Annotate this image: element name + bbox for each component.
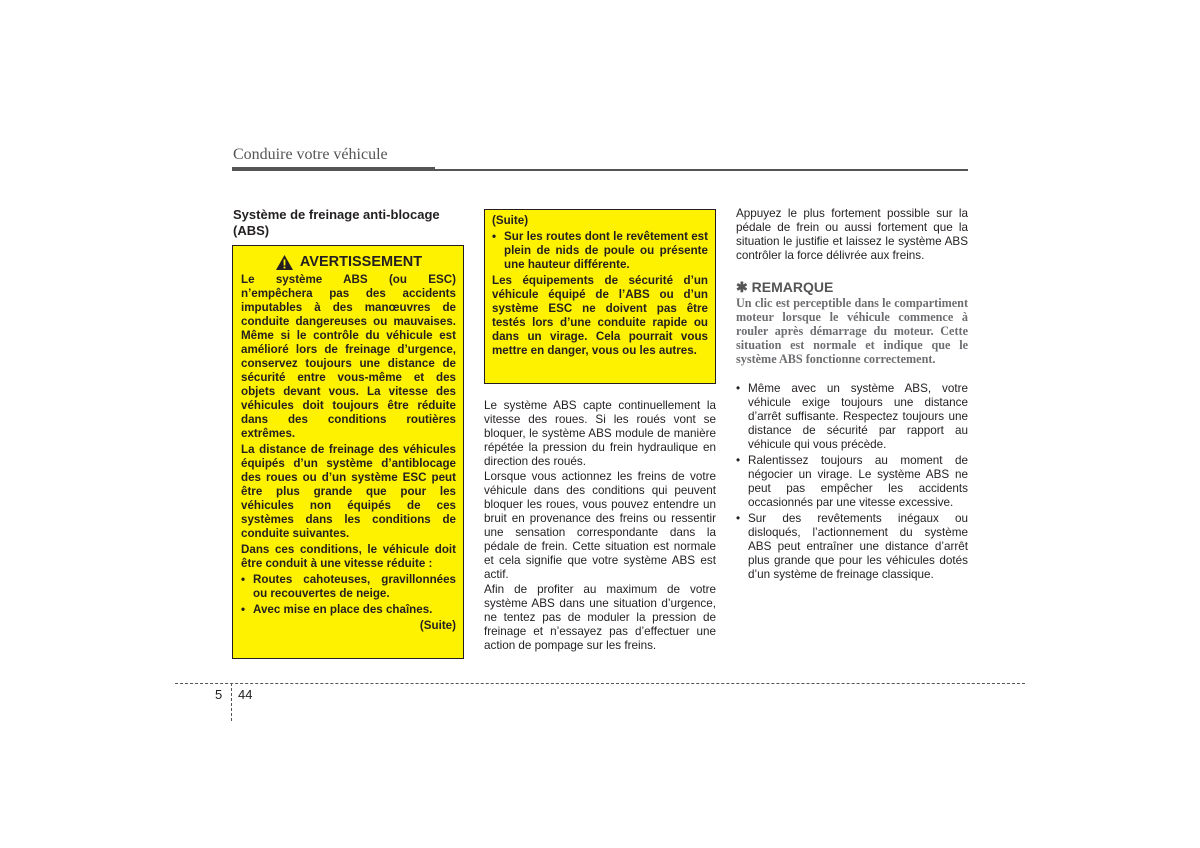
warning-paragraph-3: Dans ces conditions, le véhicule doit être conduit à une vitesse réduite : xyxy=(241,543,456,570)
footer-dashed-divider xyxy=(231,683,232,721)
header-rule-thick xyxy=(232,167,435,171)
note-title-text: REMARQUE xyxy=(751,279,834,295)
advice-item xyxy=(736,512,968,582)
continuation-bullet xyxy=(492,230,708,272)
warning-triangle-icon xyxy=(275,254,294,271)
advice-item-text: Ralentissez toujours au moment de négocier un virage. Le système ABS ne peut pas empêcher les accidents occasionnés par une vitesse excessive. xyxy=(748,454,968,509)
intro-paragraph: Appuyez le plus fortement possible sur la pédale de frein ou aussi fortement que la situation le justifie et laissez le système ABS contrôler la force délivrée aux freins. xyxy=(736,207,968,262)
page-number: 44 xyxy=(238,687,253,702)
advice-item xyxy=(736,382,968,452)
warning-box xyxy=(232,245,464,659)
note-body: Un clic est perceptible dans le compartiment moteur lorsque le véhicule commence à rouler après démarrage du moteur. Cette situation est normale et indique que le système ABS fonctionne correctement. xyxy=(736,296,968,366)
advice-list xyxy=(736,382,968,582)
body-paragraph: Lorsque vous actionnez les freins de votre véhicule dans des conditions qui peuvent bloquer les roues, vous pouvez entendre un bruit en provenance des freins ou ressentir une sensation correspondante dans la pédale de frein. Cette situation est normale et cela signifie que votre système ABS est actif. xyxy=(484,470,716,581)
continuation-paragraph: Les équipements de sécurité d’un véhicule équipé de l’ABS ou d’un système ESC ne doivent pas être testés lors d’une conduite rapide ou dans un virage. Cela pourrait vous mettre en danger, vous ou les autres. xyxy=(492,274,708,357)
warning-bullet xyxy=(241,603,456,617)
footer-dashed-rule xyxy=(175,683,1025,684)
warning-bullet xyxy=(241,573,456,601)
body-paragraph: Afin de profiter au maximum de votre système ABS dans une situation d’urgence, ne tentez pas de moduler la pression de freinage et n’essayez pas d’effectuer une action de pompage sur les freins. xyxy=(484,583,716,652)
advice-item-text: Sur des revêtements inégaux ou disloqués, l’actionnement du système ABS peut entraîner une distance d’arrêt plus grande que pour les véhicules dotés d’un système de freinage classique. xyxy=(748,512,968,581)
warning-continued-label: (Suite) xyxy=(419,619,456,632)
warning-paragraph-1: Le système ABS (ou ESC) n’empêchera pas des accidents imputables à des manœuvres de conduite dangereuses ou mauvaises. Même si le contrôle du véhicule est amélioré lors de freinage d’urgence, conservez toujours une distance de sécurité entre vous-même et des objets devant vous. La vitesse des véhicules doit toujours être réduite dans des conditions routières extrêmes. xyxy=(241,273,456,440)
warning-continuation-box xyxy=(484,209,716,384)
asterisk-icon: ✱ xyxy=(736,279,748,295)
advice-item-text: Même avec un système ABS, votre véhicule exige toujours une distance d’arrêt suffisante. Respectez toujours une distance de sécurité par rapport au véhicule qui vous précède. xyxy=(748,382,968,451)
bullet-dot: • xyxy=(736,512,741,525)
bullet-dot: • xyxy=(241,573,246,586)
bullet-dot: • xyxy=(736,382,741,395)
warning-bullet-text: Avec mise en place des chaînes. xyxy=(253,603,433,616)
warning-title xyxy=(241,253,456,271)
warning-bullet-text: Routes cahoteuses, gravillonnées ou recouvertes de neige. xyxy=(253,573,456,600)
right-column xyxy=(736,207,968,584)
bullet-dot: • xyxy=(736,454,741,467)
bullet-dot: • xyxy=(492,230,497,243)
page-header-title: Conduire votre véhicule xyxy=(233,146,388,163)
bullet-dot: • xyxy=(241,603,246,616)
abs-description xyxy=(484,399,716,654)
section-heading: Système de freinage anti-blocage (ABS) xyxy=(233,207,440,238)
continuation-label: (Suite) xyxy=(492,214,529,227)
warning-title-text: AVERTISSEMENT xyxy=(299,254,423,270)
body-paragraph: Le système ABS capte continuellement la vitesse des roues. Si les roués vont se bloquer, le système ABS module de manière répétée la pression du frein hydraulique en direction des roués. xyxy=(484,399,716,468)
advice-item xyxy=(736,454,968,510)
header-rule-thin xyxy=(435,169,968,171)
continuation-bullet-text: Sur les routes dont le revêtement est plein de nids de poule ou présente une hauteur différente. xyxy=(504,230,708,271)
chapter-number: 5 xyxy=(215,687,223,702)
warning-paragraph-2: La distance de freinage des véhicules équipés d’un système d’antiblocage des roues ou d’un système ESC peut être plus grande que pour les véhicules non équipés de ces systèmes dans les conditions de conduite suivantes. xyxy=(241,443,456,540)
note-heading xyxy=(736,279,968,295)
